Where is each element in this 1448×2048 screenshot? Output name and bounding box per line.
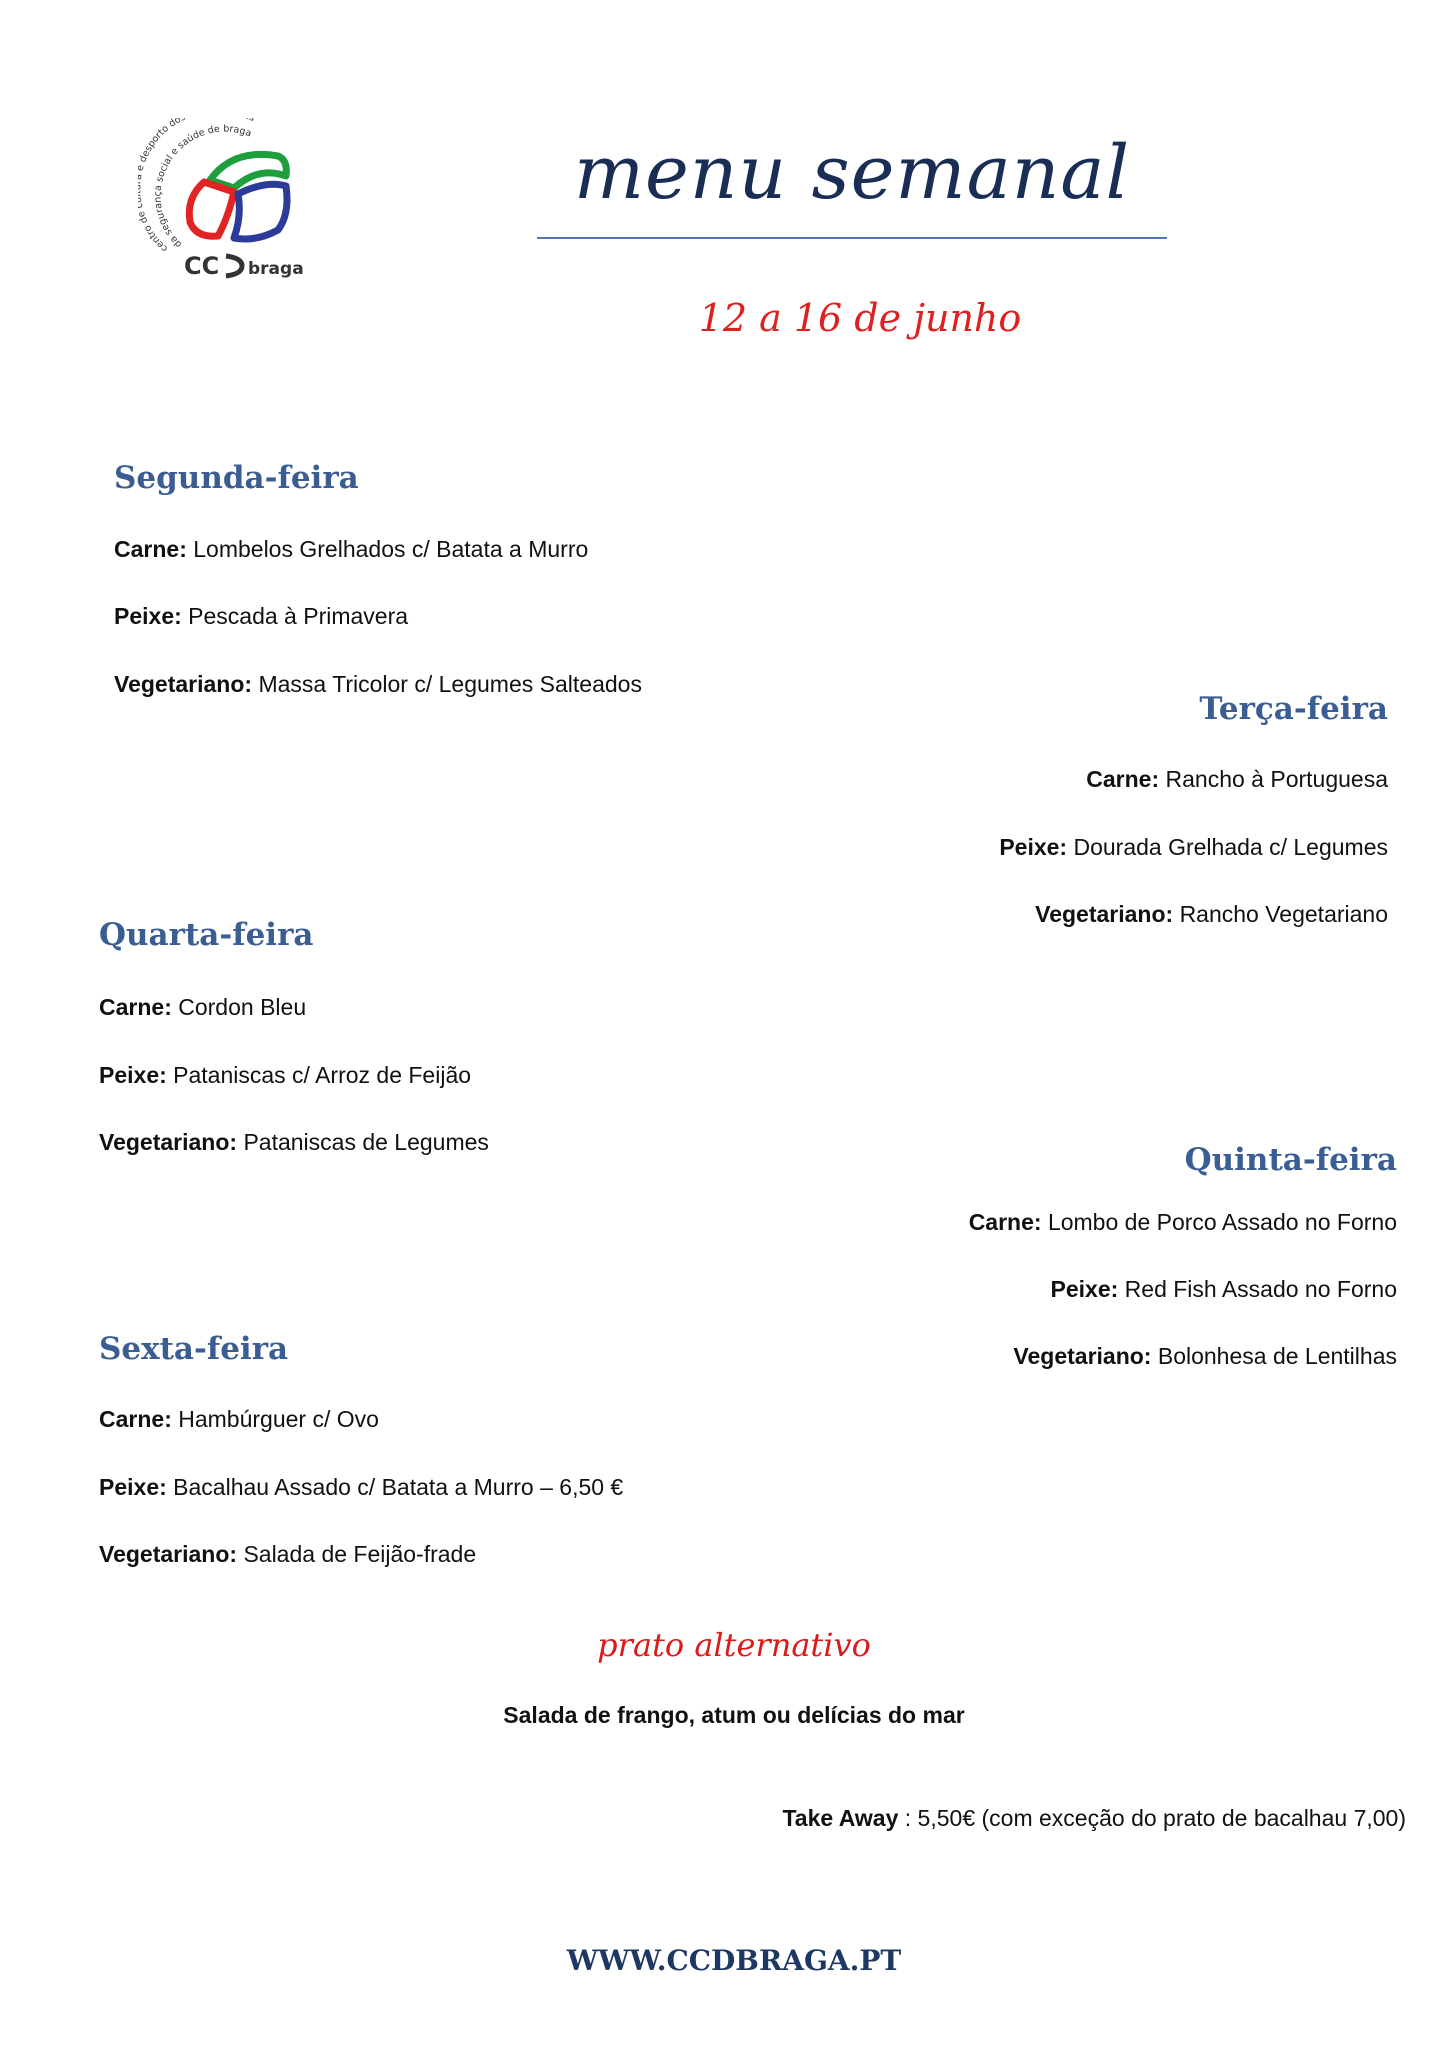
label-vegetariano: Vegetariano:	[1035, 901, 1174, 927]
dish-text: Bolonhesa de Lentilhas	[1157, 1343, 1397, 1369]
takeaway-label: Take Away	[782, 1805, 899, 1831]
alternative-dish-text: Salada de frango, atum ou delícias do mar	[503, 1702, 965, 1728]
dish-text: Red Fish Assado no Forno	[1124, 1276, 1397, 1302]
menu-item-segunda-vegetariano	[114, 671, 642, 698]
label-vegetariano: Vegetariano:	[114, 671, 253, 697]
label-peixe: Peixe:	[999, 834, 1068, 860]
organization-logo	[138, 118, 318, 283]
menu-item-quinta-vegetariano	[800, 1343, 1397, 1370]
menu-item-terca-peixe	[800, 834, 1388, 861]
label-peixe: Peixe:	[1050, 1276, 1119, 1302]
label-peixe: Peixe:	[99, 1474, 167, 1500]
alternative-dish-title: prato alternativo	[597, 1626, 871, 1664]
menu-item-terca-carne	[800, 766, 1388, 793]
dish-text: Lombelos Grelhados c/ Batata a Murro	[193, 536, 589, 562]
label-carne: Carne:	[114, 536, 187, 562]
logo-org-line2: da segurança social e saúde de braga	[152, 123, 253, 250]
logo-graphic	[138, 118, 318, 283]
day-heading-quinta: Quinta-feira	[1184, 1142, 1397, 1178]
menu-item-terca-vegetariano	[800, 901, 1388, 928]
menu-item-sexta-vegetariano	[99, 1541, 476, 1568]
label-carne: Carne:	[1086, 766, 1160, 792]
dish-text: Rancho à Portuguesa	[1165, 766, 1388, 792]
menu-item-segunda-carne	[114, 536, 588, 563]
label-peixe: Peixe:	[99, 1062, 167, 1088]
label-carne: Carne:	[99, 994, 172, 1020]
title-underline	[537, 237, 1167, 239]
day-heading-sexta: Sexta-feira	[99, 1331, 289, 1367]
logo-org-line1: centro d desporto do	[138, 118, 183, 255]
menu-item-quarta-vegetariano	[99, 1129, 489, 1156]
dish-text: Salada de Feijão-frade	[243, 1541, 477, 1567]
menu-item-quarta-carne	[99, 994, 306, 1021]
label-carne: Carne:	[968, 1209, 1042, 1235]
dish-text: Pataniscas de Legumes	[243, 1129, 489, 1155]
dish-text: Hambúrguer c/ Ovo	[178, 1406, 379, 1432]
dish-text: Cordon Bleu	[178, 994, 307, 1020]
logo-mark: CC	[184, 252, 220, 280]
dish-text: Bacalhau Assado c/ Batata a Murro – 6,50 €	[173, 1474, 624, 1500]
page-title: menu semanal	[573, 130, 1131, 216]
menu-item-quinta-carne	[800, 1209, 1397, 1236]
takeaway-price	[650, 1805, 1406, 1832]
takeaway-text: : 5,50€ (com exceção do prato de bacalhau 7,00)	[898, 1805, 1406, 1831]
menu-item-segunda-peixe	[114, 603, 408, 630]
day-heading-segunda: Segunda-feira	[114, 460, 359, 496]
day-heading-quarta: Quarta-feira	[99, 917, 314, 953]
date-range: 12 a 16 de junho	[698, 296, 1022, 340]
dish-text: Massa Tricolor c/ Legumes Salteados	[258, 671, 642, 697]
menu-item-sexta-peixe	[99, 1474, 623, 1501]
dish-text: Pescada à Primavera	[188, 603, 409, 629]
label-vegetariano: Vegetariano:	[1013, 1343, 1152, 1369]
label-peixe: Peixe:	[114, 603, 182, 629]
label-vegetariano: Vegetariano:	[99, 1541, 238, 1567]
label-carne: Carne:	[99, 1406, 172, 1432]
day-heading-terca: Terça-feira	[1199, 691, 1388, 727]
logo-brand: braga	[248, 259, 304, 279]
menu-item-quarta-peixe	[99, 1062, 471, 1089]
menu-item-quinta-peixe	[800, 1276, 1397, 1303]
dish-text: Lombo de Porco Assado no Forno	[1047, 1209, 1397, 1235]
menu-item-sexta-carne	[99, 1406, 379, 1433]
dish-text: Dourada Grelhada c/ Legumes	[1073, 834, 1388, 860]
label-vegetariano: Vegetariano:	[99, 1129, 238, 1155]
dish-text: Pataniscas c/ Arroz de Feijão	[173, 1062, 472, 1088]
dish-text: Rancho Vegetariano	[1179, 901, 1388, 927]
website-link[interactable]: WWW.CCDBRAGA.PT	[566, 1944, 902, 1977]
